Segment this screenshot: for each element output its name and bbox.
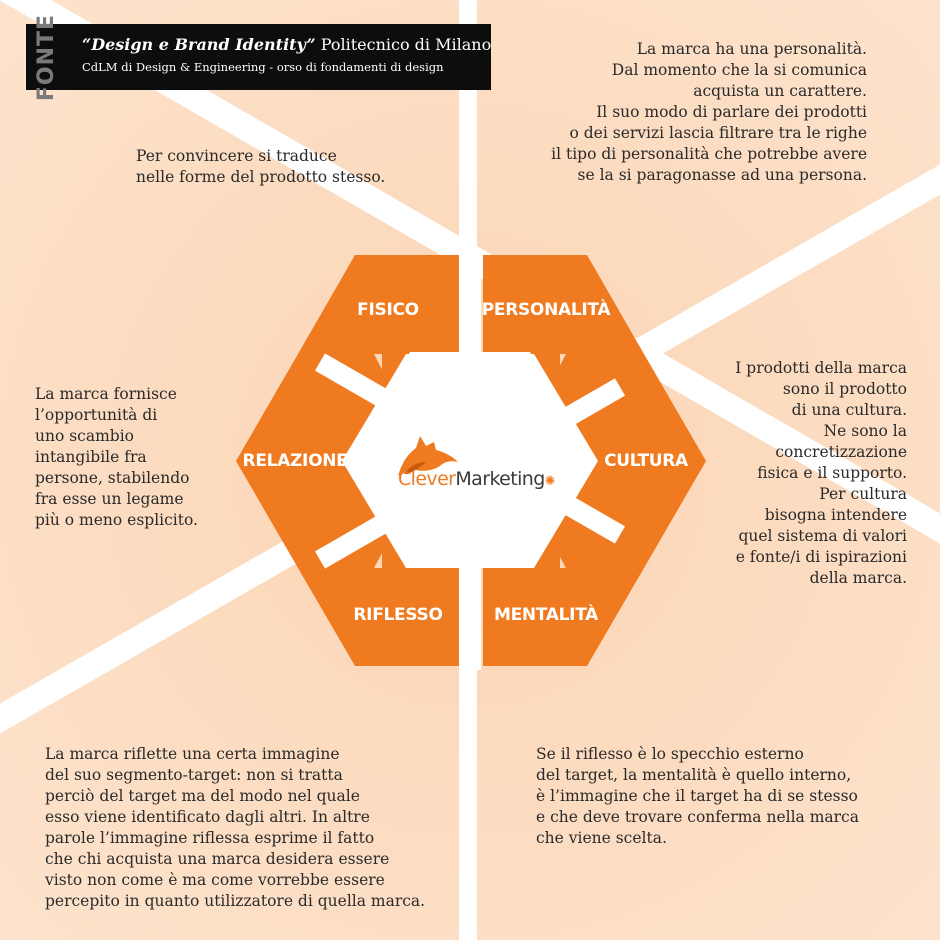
source-title [82, 35, 491, 54]
label-mentalita: MENTALITÀ [493, 605, 599, 625]
logo-wordmark [398, 468, 555, 490]
label-fisico: FISICO [357, 300, 419, 320]
description-cultura: I prodotti della marca sono il prodotto di una cultura. Ne sono la concretizzazione fisica e il supporto. Per cultura bisogna intendere quel sistema di valori e fonte/i di ispirazioni della marca. [735, 359, 907, 587]
description-personalita: La marca ha una personalità. Dal momento che la si comunica acquista un carattere. Il suo modo di parlare dei prodotti o dei servizi lascia filtrare tra le righe il tipo di personalità che potrebbe avere se la si paragonasse ad una persona. [551, 40, 867, 184]
description-relazione: La marca fornisce l’opportunità di uno scambio intangibile fra persone, stabilendo fra esse un legame più o meno esplicito. [35, 385, 198, 529]
description-mentalita: Se il riflesso è lo specchio esterno del target, la mentalità è quello interno, è l’immagine che il target ha di se stesso e che deve trovare conferma nella marca che viene scelta. [536, 745, 859, 847]
lightbulb-icon: ✺ [544, 474, 555, 489]
source-subtitle: CdLM di Design & Engineering - orso di fondamenti di design [82, 60, 444, 74]
source-tag: FONTE [34, 13, 60, 101]
label-cultura: CULTURA [604, 451, 688, 471]
logo-word-marketing: Marketing [455, 468, 545, 490]
source-title-italic: “Design e Brand Identity” [82, 35, 316, 54]
source-box [26, 13, 492, 101]
source-institution: Politecnico di Milano [320, 35, 492, 54]
label-riflesso: RIFLESSO [353, 605, 443, 625]
label-relazione: RELAZIONE [242, 451, 348, 471]
label-personalita: PERSONALITÀ [481, 300, 611, 320]
description-riflesso: La marca riflette una certa immagine del suo segmento-target: non si tratta perciò del target ma del modo nel quale esso viene identificato dagli altri. In altre parole l’immagine riflessa esprime il fatto che chi acquista una marca desidera essere visto non come è ma come vorrebbe essere percepito in quanto utilizzatore di quella marca. [45, 745, 426, 910]
clever-marketing-logo [392, 434, 555, 494]
description-fisico: Per convincere si traduce nelle forme del prodotto stesso. [136, 147, 386, 186]
logo-word-clever: Clever [398, 468, 456, 490]
